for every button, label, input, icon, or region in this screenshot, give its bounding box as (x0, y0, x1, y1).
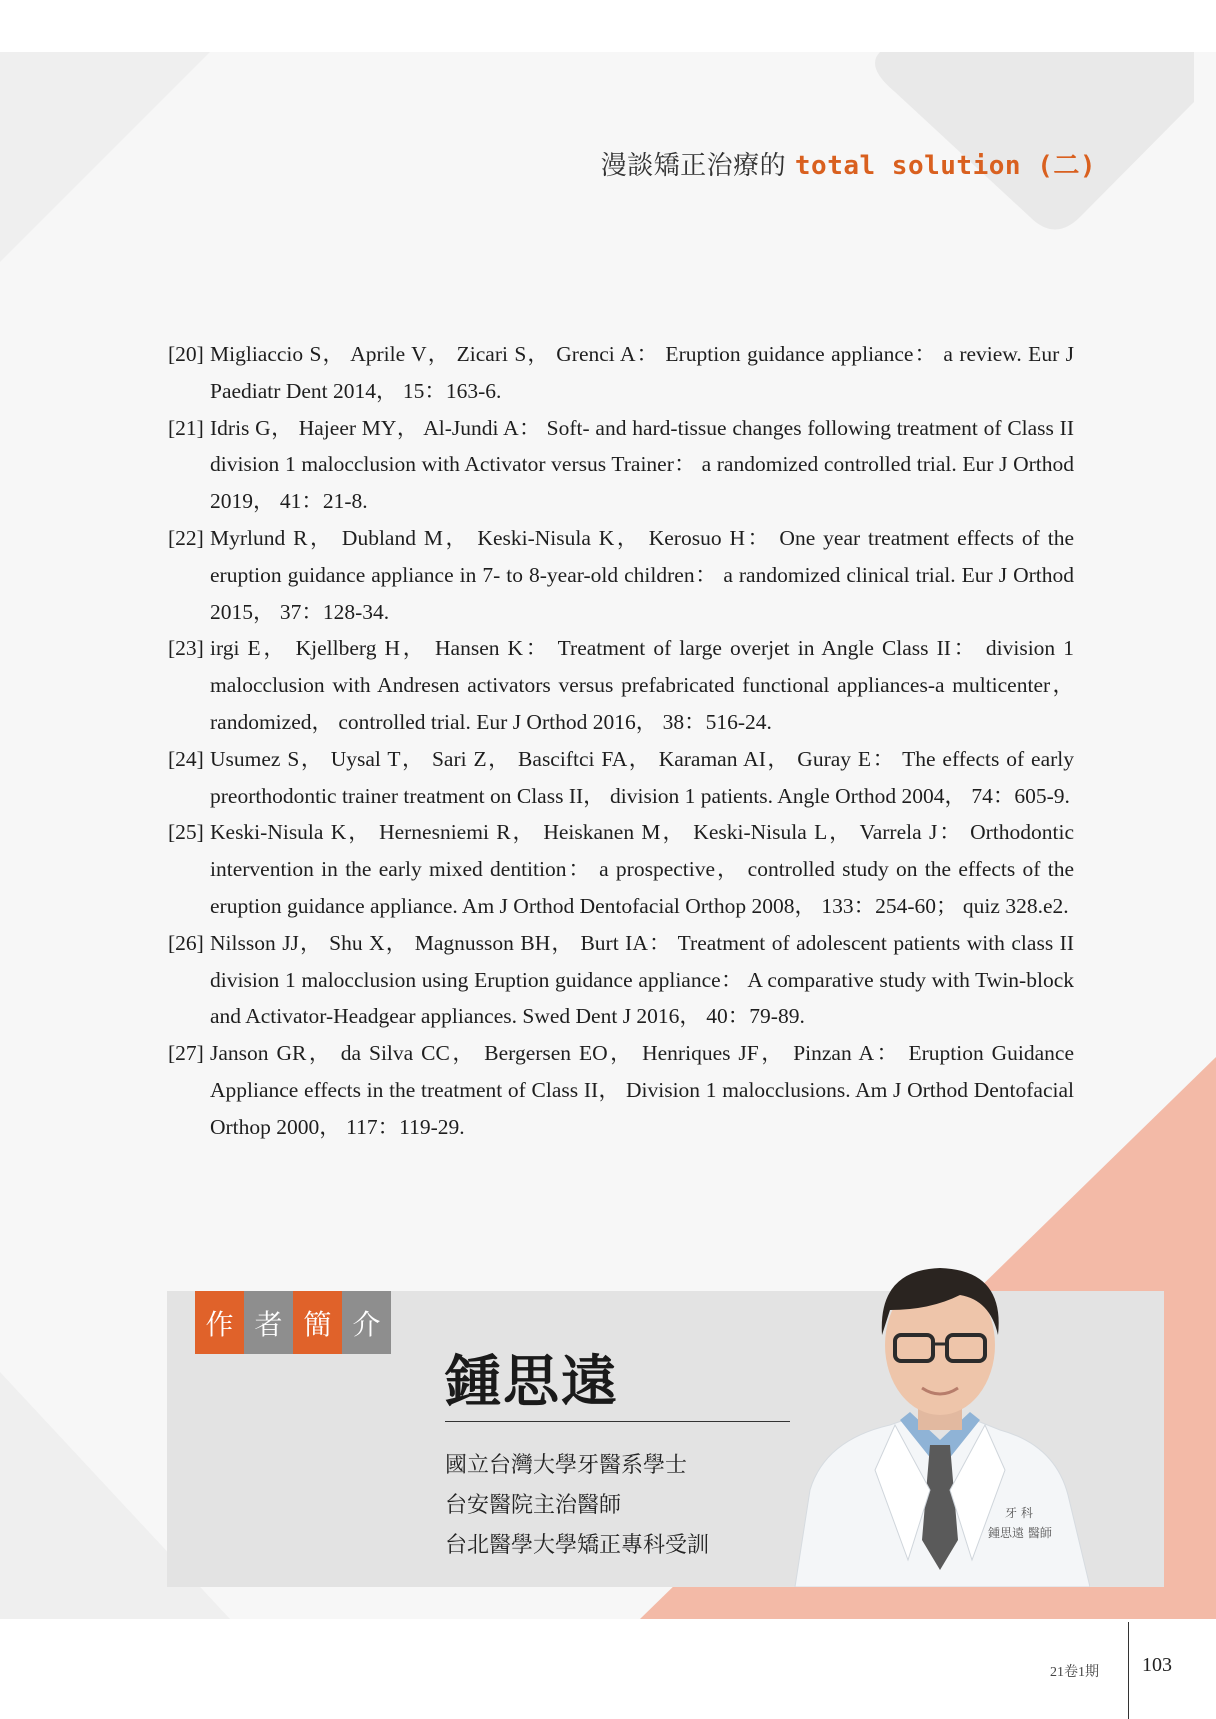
reference-item (168, 630, 1074, 740)
reference-list (168, 336, 1074, 1146)
author-heading-char: 者 (244, 1291, 293, 1354)
reference-number: [21] (168, 415, 204, 440)
reference-text: Idris G， Hajeer MY， Al-Jundi A： Soft- and hard-tissue changes following treatment of Class II division 1 malocclusion with Activator versus Trainer： a randomized controlled trial. Eur J Orthod 2019， 41：21-8. (210, 415, 1074, 514)
reference-item (168, 741, 1074, 815)
credential-item: 台安醫院主治醫師 (445, 1493, 622, 1518)
reference-number: [22] (168, 525, 204, 550)
header-title-prefix: 漫談矯正治療的 (600, 151, 787, 181)
reference-item (168, 925, 1074, 1035)
credential-item: 台北醫學大學矯正專科受訓 (445, 1533, 710, 1558)
top-left-light-triangle (0, 52, 210, 262)
author-divider (445, 1421, 790, 1422)
reference-text: Nilsson JJ， Shu X， Magnusson BH， Burt IA： Treatment of adolescent patients with class II division 1 malocclusion using Eruption guidance appliance： A comparative study with Twin-block and Activator-Headgear appliances. Swed Dent J 2016， 40：79-89. (210, 930, 1074, 1029)
reference-item (168, 1035, 1074, 1145)
footer-divider (1128, 1622, 1129, 1719)
footer-issue: 21卷1期 (1050, 1665, 1099, 1680)
reference-number: [24] (168, 746, 204, 771)
reference-text: Migliaccio S， Aprile V， Zicari S， Grenci A： Eruption guidance appliance： a review. Eur J Paediatr Dent 2014， 15：163-6. (210, 342, 1074, 403)
reference-text: Janson GR， da Silva CC， Bergersen EO， Henriques JF， Pinzan A： Eruption Guidance Appliance effects in the treatment of Class II， Division 1 malocclusions. Am J Orthod Dentofacial Orthop 2000， 117：119-29. (210, 1041, 1074, 1139)
top-right-gray-shape (875, 52, 1194, 230)
reference-number: [27] (168, 1041, 204, 1066)
author-heading-char: 作 (195, 1291, 244, 1354)
svg-text:牙 科: 牙 科 (1005, 1506, 1033, 1520)
author-credentials (445, 1446, 709, 1566)
author-heading (195, 1291, 391, 1354)
svg-text:鍾思遠 醫師: 鍾思遠 醫師 (988, 1526, 1052, 1540)
reference-text: Usumez S， Uysal T， Sari Z， Basciftci FA， Karaman AI， Guray E： The effects of early preorthodontic trainer treatment on Class II， division 1 patients. Angle Orthod 2004， 74：605-9. (210, 746, 1074, 808)
reference-number: [25] (168, 820, 204, 845)
reference-number: [20] (168, 342, 204, 366)
page-number: 103 (1142, 1654, 1172, 1676)
reference-text: Myrlund R， Dubland M， Keski-Nisula K， Kerosuo H： One year treatment effects of the eruption guidance appliance in 7- to 8-year-old children： a randomized clinical trial. Eur J Orthod 2015， 37：128-34. (210, 525, 1074, 624)
author-heading-char: 簡 (293, 1291, 342, 1354)
author-name: 鍾思遠 (445, 1350, 619, 1415)
reference-item (168, 520, 1074, 630)
reference-number: [23] (168, 636, 204, 661)
author-heading-char: 介 (342, 1291, 391, 1354)
reference-number: [26] (168, 930, 204, 955)
reference-item (168, 814, 1074, 924)
running-header (601, 145, 1096, 182)
header-title-accent: total solution (二) (794, 151, 1096, 181)
reference-text: irgi E， Kjellberg H， Hansen K： Treatment of large overjet in Angle Class II： division 1 malocclusion with Andresen activators versus prefabricated functional appliances-a multicenter， randomized， controlled trial. Eur J Orthod 2016， 38：516-24. (210, 636, 1074, 734)
reference-text: Keski-Nisula K， Hernesniemi R， Heiskanen M， Keski-Nisula L， Varrela J： Orthodontic intervention in the early mixed dentition： a prospective， controlled study on the effects of the eruption guidance appliance. Am J Orthod Dentofacial Orthop 2008， 133：254-60； quiz 328.e2. (210, 820, 1074, 918)
reference-item (168, 410, 1074, 520)
credential-item: 國立台灣大學牙醫系學士 (445, 1453, 688, 1478)
author-photo (790, 1240, 1090, 1587)
reference-item (168, 336, 1074, 410)
